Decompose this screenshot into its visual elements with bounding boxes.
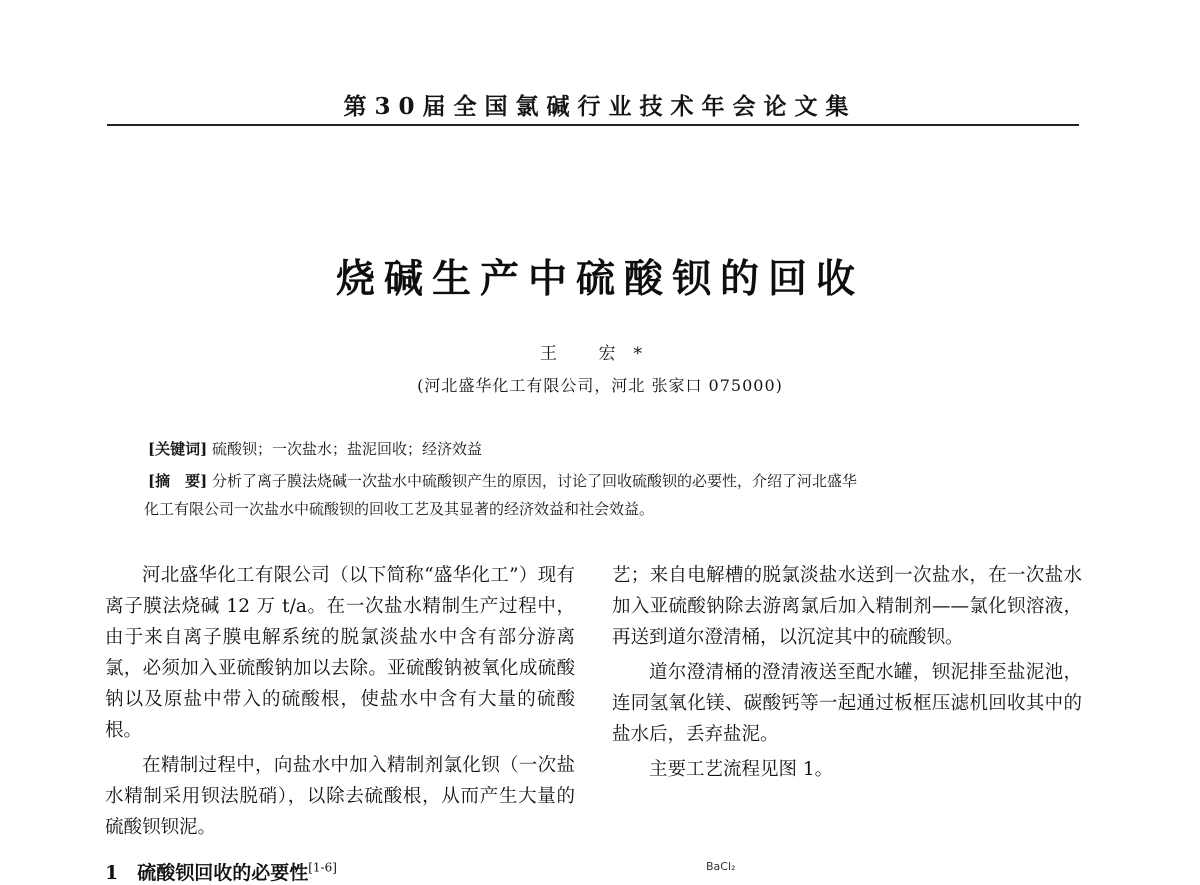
- right-paragraph-2: 道尔澄清桶的澄清液送至配水罐，钡泥排至盐泥池，连同氢氧化镁、碳酸钙等一起通过板框压滤机回收其中的盐水后，丢弃盐泥。: [612, 662, 1082, 745]
- keywords-text: 硫酸钡；一次盐水；盐泥回收；经济效益: [211, 440, 482, 458]
- left-paragraph-1: 河北盛华化工有限公司（以下简称“盛华化工”）现有离子膜法烧碱 12 万 t/a。在一次盐水精制生产过程中，由于来自离子膜电解系统的脱氯淡盐水中含有部分游离氯，必须加入亚硫酸钠加以去除。亚硫酸钠被氧化成硫酸钠以及原盐中带入的硫酸根，使盐水中含有大量的硫酸根。: [105, 565, 575, 741]
- author: 王 宏*: [540, 344, 660, 364]
- right-paragraph-3: 主要工艺流程见图 1。: [649, 759, 834, 780]
- abstract-label: [摘 要]: [148, 472, 208, 490]
- section-heading-text: 1 硫酸钡回收的必要性: [105, 862, 309, 884]
- right-column: [612, 560, 1082, 789]
- right-paragraph-1: 艺；来自电解槽的脱氯淡盐水送到一次盐水，在一次盐水加入亚硫酸钠除去游离氯后加入精制剂——氯化钡溶液，再送到道尔澄清桶，以沉淀其中的硫酸钡。: [612, 565, 1082, 648]
- figure-label: BaCl₂: [706, 860, 736, 873]
- paper-title: 烧碱生产中硫酸钡的回收: [335, 256, 864, 302]
- left-paragraph-2: 在精制过程中，向盐水中加入精制剂氯化钡（一次盐水精制采用钡法脱硝），以除去硫酸根，从而产生大量的硫酸钡钡泥。: [105, 755, 575, 838]
- section-heading-ref: [1-6]: [308, 860, 337, 875]
- abstract-line-1: [148, 467, 1043, 495]
- abstract-text-2: 化工有限公司一次盐水中硫酸钡的回收工艺及其显著的经济效益和社会效益。: [144, 500, 655, 518]
- abstract-text-1: 分析了离子膜法烧碱一次盐水中硫酸钡产生的原因，讨论了回收硫酸钡的必要性，介绍了河北盛华: [211, 472, 857, 490]
- keywords: [148, 437, 1088, 461]
- left-column: [105, 560, 575, 847]
- header-rule: [107, 124, 1079, 126]
- keywords-label: [关键词]: [148, 440, 208, 458]
- affiliation: (河北盛华化工有限公司，河北 张家口 075000): [417, 376, 783, 395]
- running-header: 第30届全国氯碱行业技术年会论文集: [343, 93, 857, 120]
- abstract: [144, 467, 1043, 523]
- abstract-line-2: [144, 495, 1043, 523]
- section-heading: [105, 858, 337, 885]
